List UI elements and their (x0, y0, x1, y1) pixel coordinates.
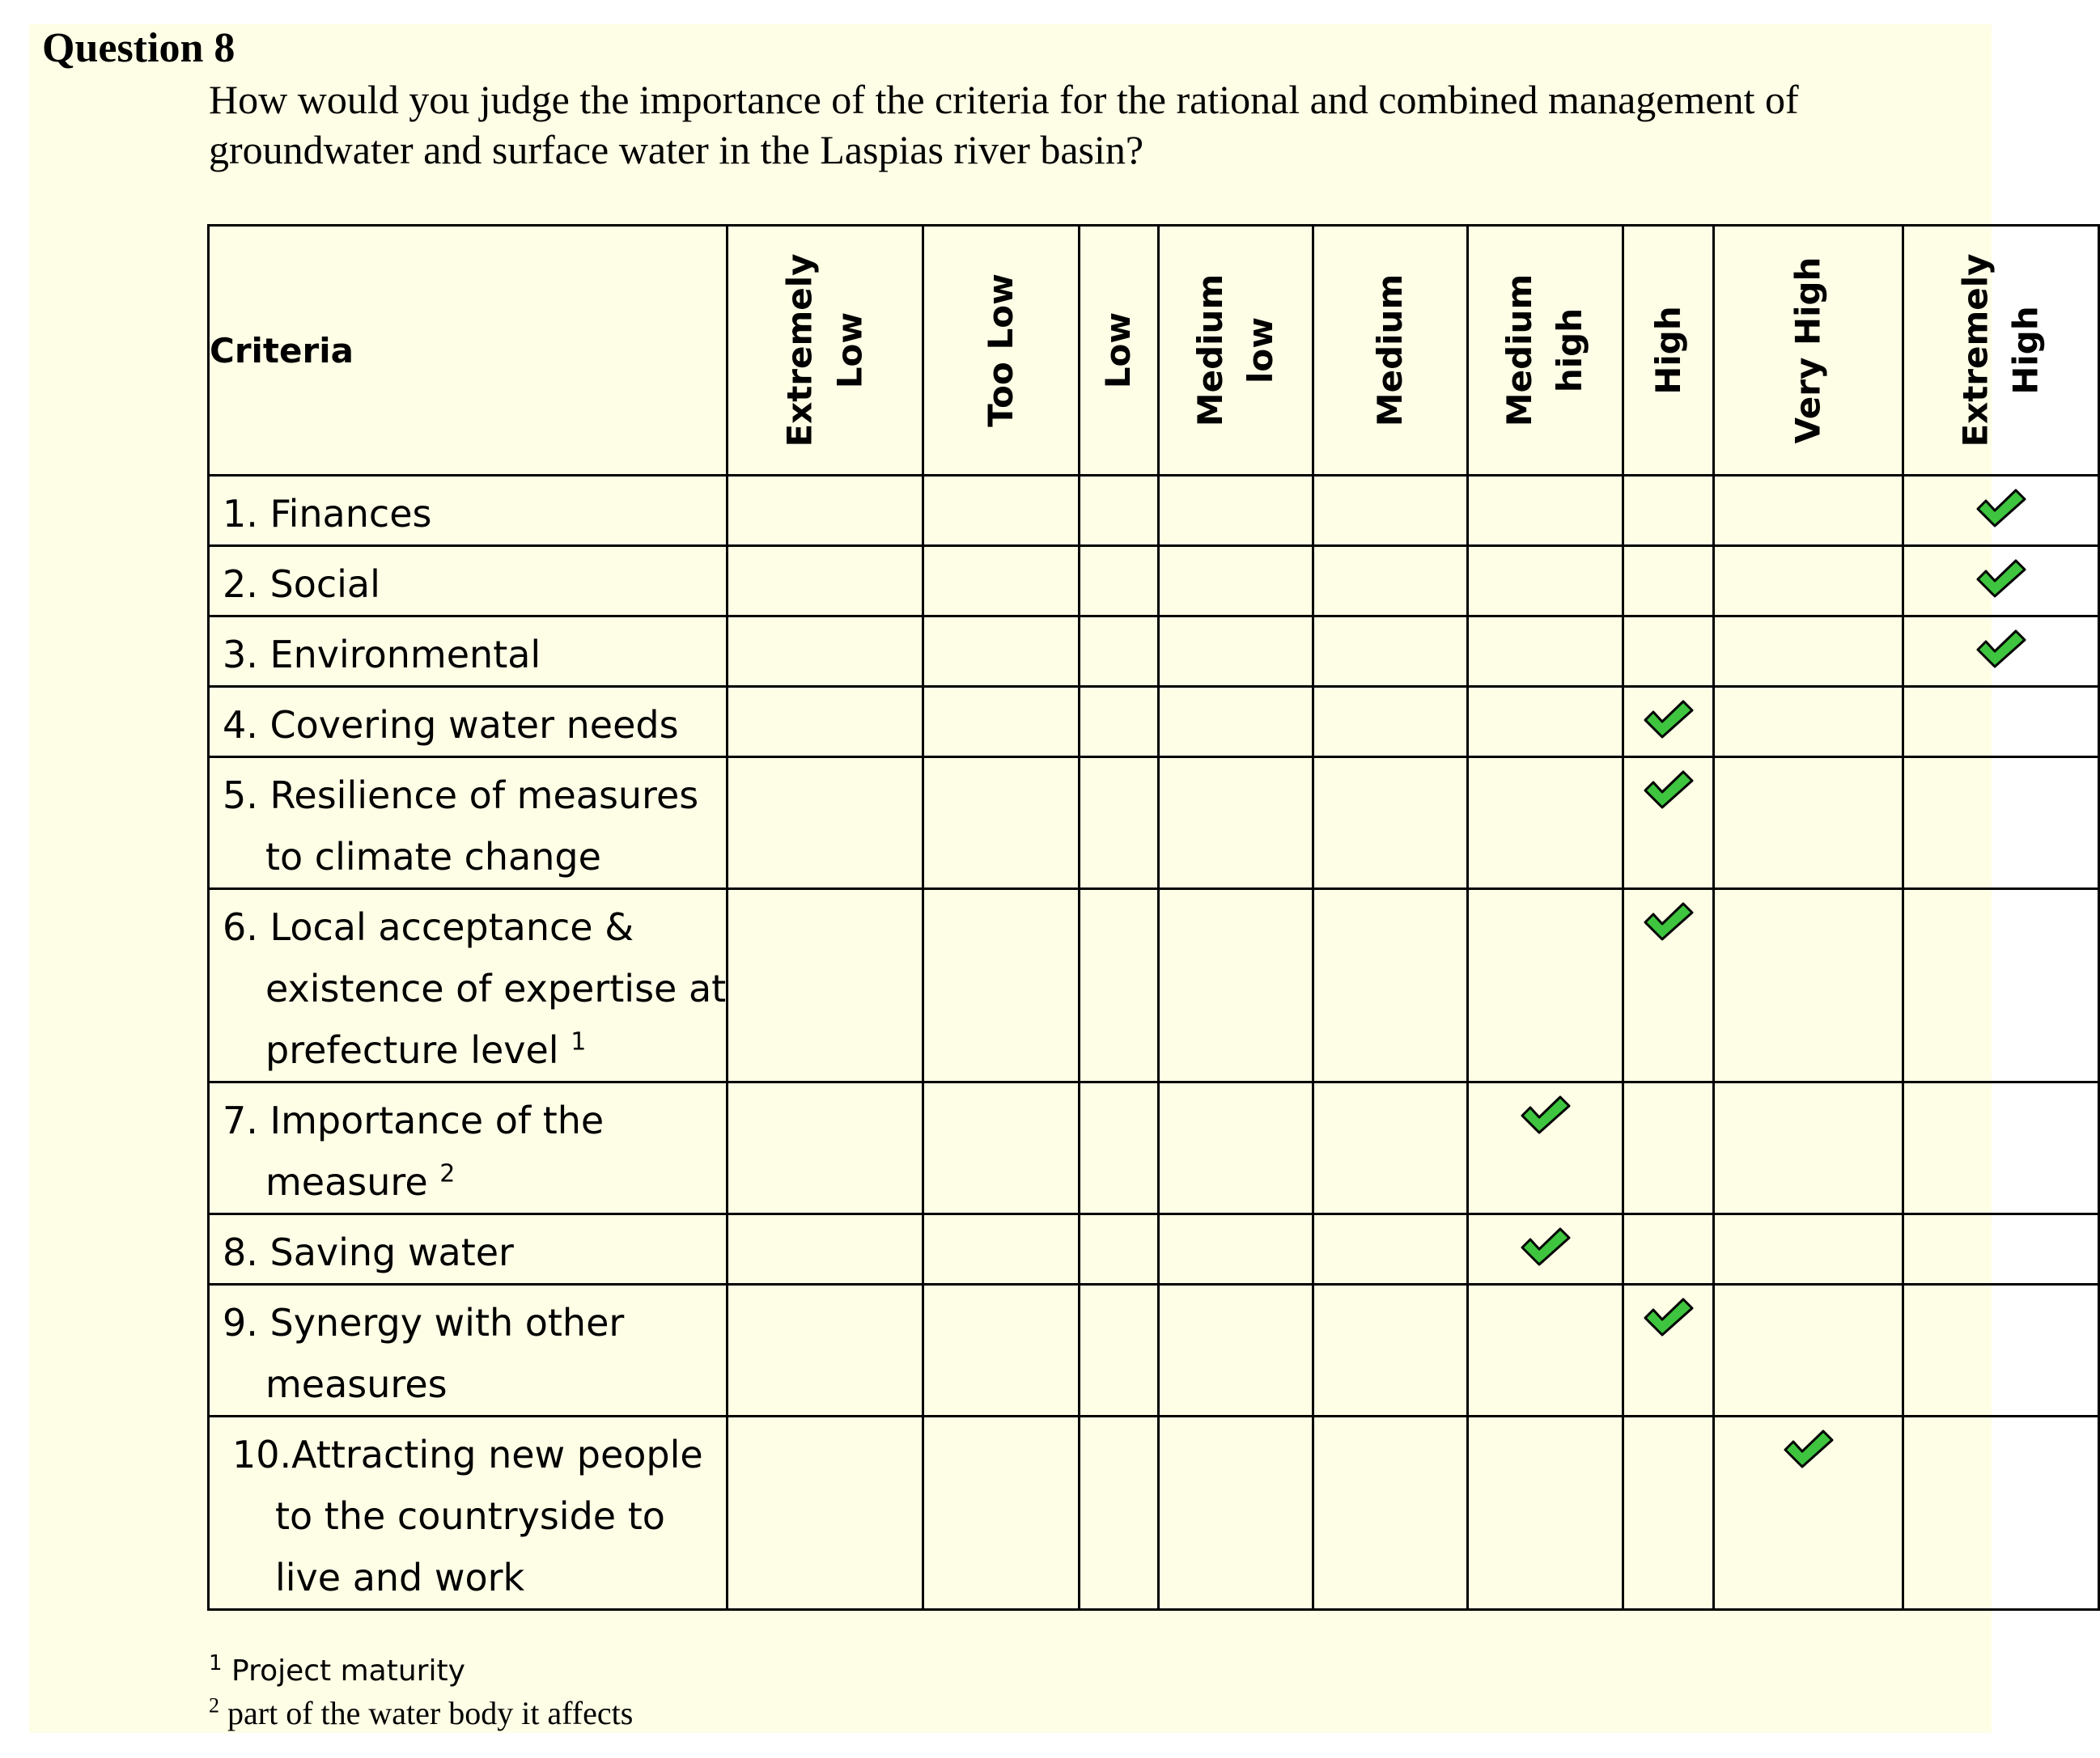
rating-cell[interactable] (1158, 757, 1313, 889)
rating-cell[interactable] (1714, 616, 1903, 687)
rating-cell[interactable] (1158, 687, 1313, 757)
level-header-line: High (1648, 306, 1688, 395)
rating-cell[interactable] (1714, 1082, 1903, 1214)
criterion-label (210, 617, 726, 685)
level-header-line: Low (1098, 311, 1139, 389)
rating-cell[interactable] (728, 616, 923, 687)
rating-cell[interactable] (1623, 1285, 1714, 1417)
checkmark-icon (1643, 1297, 1695, 1337)
criterion-line (223, 1353, 726, 1415)
rating-cell[interactable] (728, 757, 923, 889)
criterion-line-text: existence of expertise at (265, 967, 727, 1010)
rating-cell[interactable] (1714, 476, 1903, 546)
criterion-line (232, 1424, 726, 1485)
level-header-line: Medium (1500, 273, 1540, 427)
criterion-cell (209, 616, 728, 687)
checkmark-icon (1643, 901, 1695, 942)
criteria-rows (209, 476, 2099, 1610)
rating-cell[interactable] (1313, 757, 1467, 889)
level-header-text (1644, 306, 1694, 395)
level-header (1714, 226, 1903, 476)
criterion-line (223, 958, 726, 1019)
criterion-line-text: 6. Local acceptance & (223, 905, 634, 949)
rating-cell[interactable] (923, 1082, 1080, 1214)
level-header-wrap (1715, 227, 1902, 474)
criterion-line-text: 5. Resilience of measures (223, 773, 699, 817)
table-row (209, 1417, 2099, 1610)
table-row (209, 1285, 2099, 1417)
rating-cell[interactable] (1468, 476, 1623, 546)
rating-cell[interactable] (1903, 1285, 2099, 1417)
rating-cell[interactable] (1080, 546, 1158, 616)
criterion-cell (209, 687, 728, 757)
rating-cell[interactable] (923, 687, 1080, 757)
rating-cell[interactable] (1714, 1285, 1903, 1417)
criterion-cell (209, 546, 728, 616)
criterion-line-text: 3. Environmental (223, 633, 541, 676)
checkmark-icon (1520, 1226, 1572, 1267)
level-header-line: Medium (1190, 273, 1230, 427)
level-header-wrap (1160, 227, 1312, 474)
footnote-reference: 2 (439, 1159, 456, 1188)
criterion-label (210, 758, 726, 887)
rating-cell[interactable] (728, 1285, 923, 1417)
criterion-line (223, 1090, 726, 1151)
criterion-line-text: to the countryside to (275, 1494, 665, 1538)
rating-cell[interactable] (923, 546, 1080, 616)
rating-cell[interactable] (728, 889, 923, 1082)
level-header-line: Low (829, 311, 870, 389)
level-header (1623, 226, 1714, 476)
checkmark-icon (1783, 1429, 1835, 1469)
rating-cell[interactable] (1158, 1417, 1313, 1610)
criterion-cell (209, 757, 728, 889)
rating-cell[interactable] (1623, 546, 1714, 616)
level-header-wrap (1904, 227, 2098, 474)
footnote-1 (209, 1650, 633, 1692)
rating-cell[interactable] (1313, 616, 1467, 687)
criterion-line (223, 896, 726, 958)
table-row (209, 1214, 2099, 1285)
checkmark-icon (1520, 1095, 1572, 1135)
criterion-line-text: 7. Importance of the (223, 1099, 605, 1142)
rating-cell[interactable] (1623, 1082, 1714, 1214)
rating-cell[interactable] (1313, 546, 1467, 616)
level-header-text (976, 273, 1026, 427)
rating-cell[interactable] (1903, 1082, 2099, 1214)
criterion-line (223, 553, 726, 615)
criterion-line (223, 694, 726, 756)
rating-cell[interactable] (1903, 1214, 2099, 1285)
rating-cell[interactable] (1468, 1214, 1623, 1285)
rating-cell[interactable] (1714, 889, 1903, 1082)
rating-cell[interactable] (1313, 1082, 1467, 1214)
rating-cell[interactable] (1714, 687, 1903, 757)
level-header-wrap (1469, 227, 1621, 474)
checkmark-icon (1975, 488, 2027, 528)
rating-cell[interactable] (1313, 687, 1467, 757)
criterion-line (223, 483, 726, 544)
footnote-text: Project maturity (231, 1654, 465, 1688)
criterion-cell (209, 1214, 728, 1285)
criterion-label (210, 1286, 726, 1415)
rating-cell[interactable] (1313, 1214, 1467, 1285)
question-text: How would you judge the importance of the criteria for the rational and combined management of groundwater and surface water in the Laspias river basin? (209, 77, 1799, 172)
rating-cell[interactable] (1623, 687, 1714, 757)
criterion-label (210, 547, 726, 615)
rating-cell[interactable] (1313, 1285, 1467, 1417)
level-header-text (1365, 274, 1415, 426)
rating-cell[interactable] (1903, 687, 2099, 757)
level-header (923, 226, 1080, 476)
footnote-text: part of the water body it affects (227, 1695, 634, 1731)
rating-cell[interactable] (1080, 1285, 1158, 1417)
rating-cell[interactable] (1903, 1417, 2099, 1610)
criterion-cell (209, 1082, 728, 1214)
rating-cell[interactable] (1080, 889, 1158, 1082)
question-title: Question 8 (42, 25, 235, 71)
rating-cell[interactable] (1714, 1214, 1903, 1285)
level-header (1903, 226, 2099, 476)
footnotes (209, 1650, 633, 1735)
criterion-cell (209, 476, 728, 546)
rating-cell[interactable] (1468, 889, 1623, 1082)
criterion-label (210, 1215, 726, 1283)
table-row (209, 1082, 2099, 1214)
level-header (728, 226, 923, 476)
rating-cell[interactable] (1158, 476, 1313, 546)
rating-cell[interactable] (923, 616, 1080, 687)
rating-cell[interactable] (1158, 1082, 1313, 1214)
checkmark-icon (1643, 769, 1695, 810)
level-header-text (1951, 253, 2051, 447)
rating-cell[interactable] (728, 546, 923, 616)
table-row (209, 616, 2099, 687)
rating-cell[interactable] (1080, 1417, 1158, 1610)
rating-cell[interactable] (1623, 1417, 1714, 1610)
rating-cell[interactable] (728, 1082, 923, 1214)
criterion-line (223, 624, 726, 685)
rating-cell[interactable] (1313, 889, 1467, 1082)
table-row (209, 687, 2099, 757)
criterion-line (223, 826, 726, 887)
criterion-line-text: 9. Synergy with other (223, 1301, 625, 1345)
criterion-line (223, 765, 726, 826)
rating-cell[interactable] (1468, 1417, 1623, 1610)
criterion-line (223, 1222, 726, 1283)
rating-cell[interactable] (1714, 546, 1903, 616)
checkmark-icon (1975, 558, 2027, 599)
footnote-reference: 1 (571, 1027, 587, 1057)
footnote-mark: 2 (209, 1693, 219, 1718)
footnote-mark: 1 (209, 1651, 223, 1675)
rating-cell[interactable] (1080, 476, 1158, 546)
rating-cell[interactable] (1313, 476, 1467, 546)
criterion-line-text: measure (265, 1160, 428, 1204)
rating-cell[interactable] (1313, 1417, 1467, 1610)
rating-cell[interactable] (923, 1285, 1080, 1417)
rating-cell[interactable] (728, 476, 923, 546)
criterion-line (223, 1292, 726, 1353)
rating-cell[interactable] (1903, 546, 2099, 616)
checkmark-icon (1975, 629, 2027, 669)
level-header-line: high (1550, 307, 1590, 393)
level-header (1468, 226, 1623, 476)
checkmark-icon (1643, 699, 1695, 739)
criterion-line-text: prefecture level (265, 1028, 559, 1072)
criterion-line-text: 10.Attracting new people (232, 1433, 703, 1476)
level-header-wrap (1624, 227, 1713, 474)
header-row (209, 226, 2099, 476)
criterion-line-text: live and work (275, 1556, 525, 1599)
level-header-line: Extremely (1955, 253, 1996, 447)
level-header-line: Too Low (981, 273, 1021, 427)
rating-cell[interactable] (1714, 1417, 1903, 1610)
criterion-label (210, 1417, 726, 1608)
rating-cell[interactable] (1623, 476, 1714, 546)
rating-cell[interactable] (1623, 616, 1714, 687)
criterion-line-text: 8. Saving water (223, 1231, 514, 1274)
rating-cell[interactable] (1714, 757, 1903, 889)
table-row (209, 546, 2099, 616)
rating-cell[interactable] (728, 1417, 923, 1610)
criterion-cell (209, 1285, 728, 1417)
criterion-line-text: 4. Covering water needs (223, 703, 679, 747)
table-row (209, 889, 2099, 1082)
criterion-cell (209, 1417, 728, 1610)
level-header-wrap (1080, 227, 1156, 474)
criterion-label (210, 477, 726, 544)
level-header-line: Extremely (779, 253, 820, 447)
rating-cell[interactable] (1158, 889, 1313, 1082)
rating-cell[interactable] (1903, 757, 2099, 889)
level-header-line: Medium (1370, 273, 1411, 427)
rating-cell[interactable] (1903, 616, 2099, 687)
rating-cell[interactable] (923, 1214, 1080, 1285)
level-header (1080, 226, 1158, 476)
level-header-text (1784, 257, 1834, 444)
rating-cell[interactable] (1468, 687, 1623, 757)
level-header-wrap (924, 227, 1078, 474)
rating-cell[interactable] (1158, 546, 1313, 616)
footnote-2 (209, 1692, 633, 1735)
criterion-line-text: 1. Finances (223, 492, 432, 536)
rating-cell[interactable] (1468, 1285, 1623, 1417)
rating-cell[interactable] (1623, 1214, 1714, 1285)
rating-cell[interactable] (1158, 616, 1313, 687)
rating-cell[interactable] (923, 757, 1080, 889)
rating-cell[interactable] (1080, 1082, 1158, 1214)
rating-cell[interactable] (728, 1214, 923, 1285)
rating-cell[interactable] (1080, 616, 1158, 687)
rating-cell[interactable] (923, 889, 1080, 1082)
level-header-text (1495, 274, 1596, 426)
criterion-label (210, 688, 726, 756)
rating-cell[interactable] (1468, 616, 1623, 687)
table-row (209, 476, 2099, 546)
level-header-line: Very High (1788, 256, 1828, 444)
criterion-line-text: 2. Social (223, 562, 380, 606)
rating-cell[interactable] (728, 687, 923, 757)
criterion-line-text: measures (265, 1362, 448, 1406)
rating-cell[interactable] (1080, 687, 1158, 757)
level-header-text (1186, 274, 1286, 426)
rating-cell[interactable] (1468, 1082, 1623, 1214)
table-row (209, 757, 2099, 889)
level-header-wrap (728, 227, 922, 474)
level-header (1313, 226, 1467, 476)
criterion-line-text: to climate change (265, 835, 601, 879)
level-header (1158, 226, 1313, 476)
rating-cell[interactable] (1468, 757, 1623, 889)
rating-cell[interactable] (1623, 889, 1714, 1082)
criterion-line (223, 1019, 726, 1081)
level-header-line: low (1240, 316, 1280, 384)
rating-cell[interactable] (1623, 757, 1714, 889)
criterion-line (223, 1151, 726, 1213)
criterion-cell (209, 889, 728, 1082)
criterion-line (232, 1547, 726, 1608)
rating-cell[interactable] (1468, 546, 1623, 616)
rating-cell[interactable] (923, 1417, 1080, 1610)
rating-cell[interactable] (923, 476, 1080, 546)
rating-cell[interactable] (1158, 1285, 1313, 1417)
criterion-line (232, 1485, 726, 1547)
criterion-label (210, 890, 726, 1081)
level-header-text (1093, 312, 1143, 388)
rating-cell[interactable] (1158, 1214, 1313, 1285)
criteria-header: Criteria (209, 226, 728, 476)
rating-cell[interactable] (1080, 1214, 1158, 1285)
criterion-label (210, 1083, 726, 1213)
level-header-line: High (2005, 306, 2046, 395)
rating-cell[interactable] (1903, 889, 2099, 1082)
level-header-text (775, 253, 876, 447)
level-header-wrap (1314, 227, 1466, 474)
rating-cell[interactable] (1903, 476, 2099, 546)
rating-table (207, 224, 2100, 1611)
rating-cell[interactable] (1080, 757, 1158, 889)
